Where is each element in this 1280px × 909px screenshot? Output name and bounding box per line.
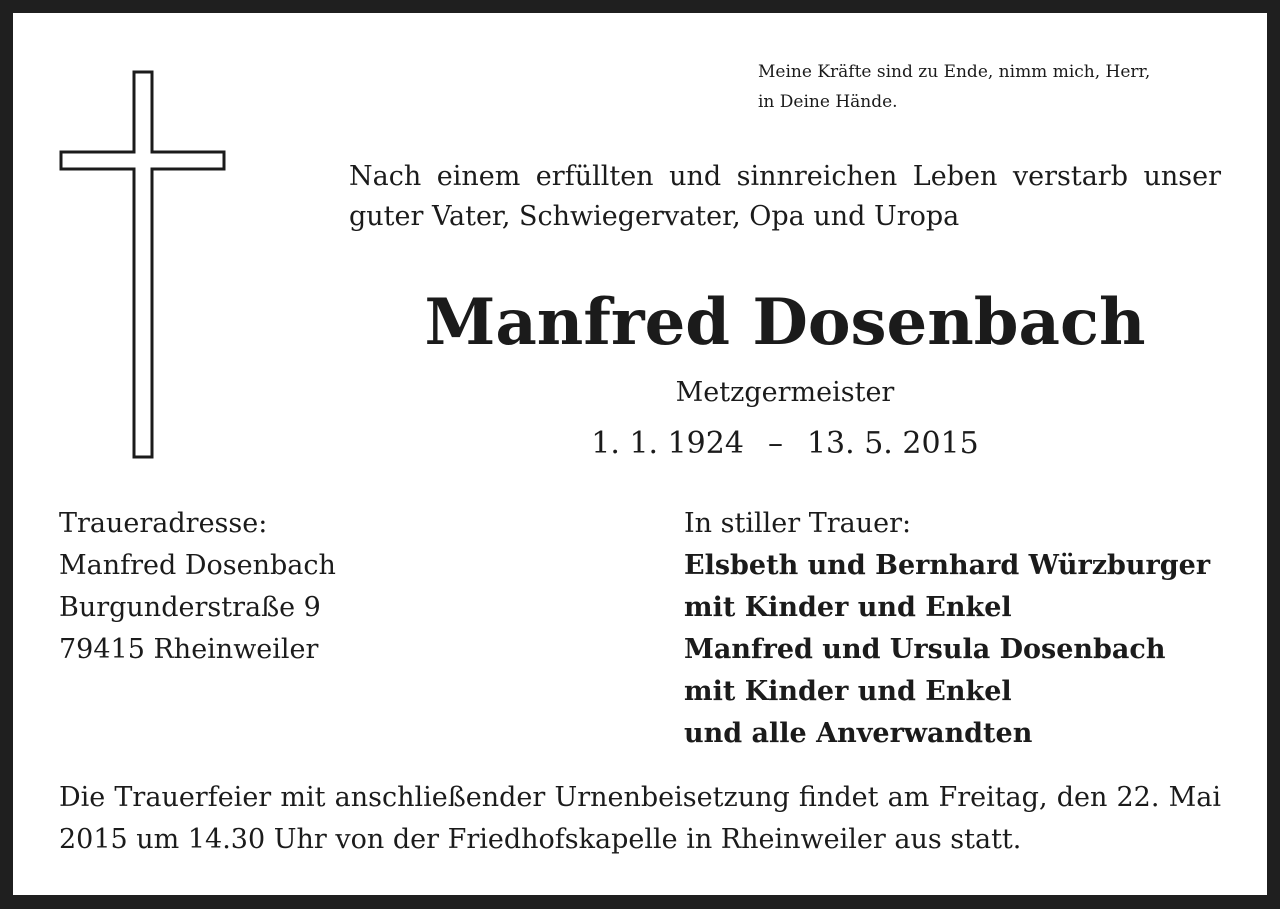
- ceremony-line: 2015 um 14.30 Uhr von der Friedhofskapelle in Rheinweiler aus statt.: [59, 824, 1022, 855]
- intro-line: Nach einem erfüllten und sinnreichen Leben verstarb unser: [349, 161, 1221, 192]
- date-separator: –: [767, 426, 783, 461]
- intro-text: [349, 157, 1221, 237]
- intro-line: guter Vater, Schwiegervater, Opa und Uropa: [349, 201, 960, 232]
- mourner-line: mit Kinder und Enkel: [684, 676, 1012, 707]
- deceased-profession: Metzgermeister: [675, 377, 895, 408]
- death-date: 13. 5. 2015: [806, 426, 979, 461]
- bible-verse-line: Meine Kräfte sind zu Ende, nimm mich, Herr,: [758, 62, 1151, 82]
- mourners-label: In stiller Trauer:: [684, 508, 912, 539]
- ceremony-line: Die Trauerfeier mit anschließender Urnenbeisetzung findet am Freitag, den 22. Mai: [59, 782, 1221, 813]
- birth-date: 1. 1. 1924: [591, 426, 744, 461]
- address-city: 79415 Rheinweiler: [59, 634, 319, 665]
- address-name: Manfred Dosenbach: [59, 550, 336, 581]
- address-street: Burgunderstraße 9: [59, 592, 321, 623]
- life-dates: [349, 424, 1221, 464]
- mourner-line: Elsbeth und Bernhard Würzburger: [684, 550, 1211, 581]
- mourner-line: und alle Anverwandten: [684, 718, 1033, 749]
- mourners-list: [684, 503, 1244, 755]
- bible-verse-line: in Deine Hände.: [758, 92, 898, 112]
- bible-verse: [758, 57, 1228, 117]
- cross-icon: [59, 70, 227, 460]
- mourning-address: [59, 503, 619, 671]
- mourner-line: Manfred und Ursula Dosenbach: [684, 634, 1166, 665]
- address-label: Traueradresse:: [59, 508, 268, 539]
- mourner-line: mit Kinder und Enkel: [684, 592, 1012, 623]
- deceased-name: Manfred Dosenbach: [424, 285, 1146, 360]
- funeral-ceremony-info: [59, 777, 1221, 861]
- obituary-notice: [13, 13, 1267, 895]
